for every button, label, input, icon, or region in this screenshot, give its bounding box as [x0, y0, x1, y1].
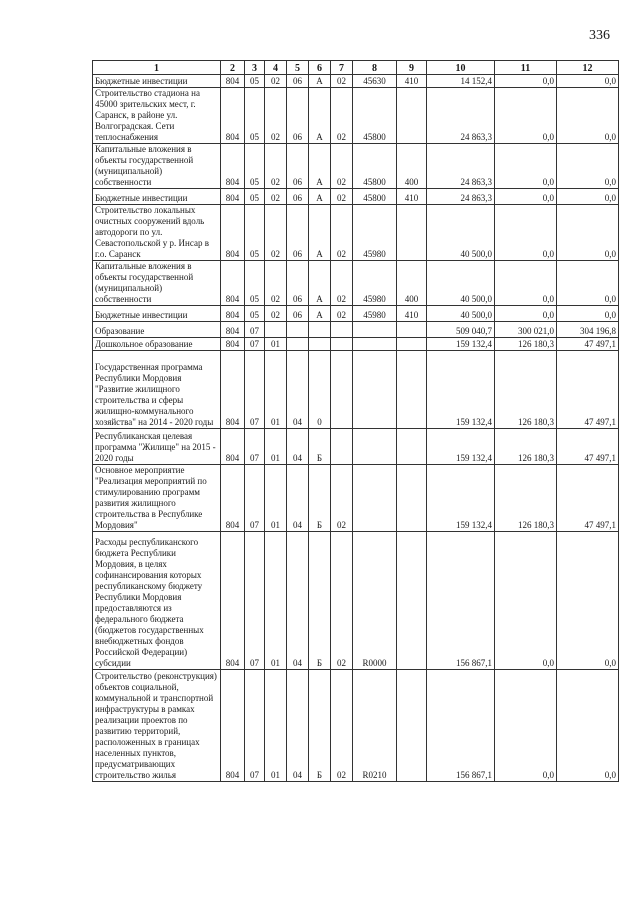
- cell-c10: 40 500,0: [427, 205, 495, 261]
- table-row: [93, 205, 619, 261]
- cell-c7: 02: [331, 532, 353, 670]
- cell-c11: 0,0: [495, 189, 557, 205]
- cell-c2: 804: [221, 338, 245, 351]
- cell-c12: 0,0: [557, 306, 619, 322]
- cell-c12: 0,0: [557, 532, 619, 670]
- cell-c2: 804: [221, 189, 245, 205]
- cell-c11: 0,0: [495, 670, 557, 782]
- cell-c11: 0,0: [495, 144, 557, 189]
- cell-c5: 06: [287, 189, 309, 205]
- cell-c5: 06: [287, 306, 309, 322]
- cell-c9: 410: [397, 306, 427, 322]
- table-row: [93, 532, 619, 670]
- cell-c8: 45980: [353, 306, 397, 322]
- cell-c8: 45800: [353, 189, 397, 205]
- cell-c11: 126 180,3: [495, 465, 557, 532]
- cell-c2: 804: [221, 144, 245, 189]
- cell-c6: А: [309, 144, 331, 189]
- row-name: Строительство локальных очистных сооружений вдоль автодороги по ул. Севастопольской у р. Инсар в г.о. Саранск: [93, 205, 221, 261]
- cell-c2: 804: [221, 261, 245, 306]
- table-row: [93, 670, 619, 782]
- cell-c7: 02: [331, 261, 353, 306]
- cell-c12: 0,0: [557, 261, 619, 306]
- row-name: Дошкольное образование: [93, 338, 221, 351]
- cell-c2: 804: [221, 532, 245, 670]
- cell-c12: 47 497,1: [557, 429, 619, 465]
- cell-c11: 0,0: [495, 88, 557, 144]
- cell-c11: 0,0: [495, 306, 557, 322]
- cell-c6: А: [309, 261, 331, 306]
- cell-c10: 159 132,4: [427, 465, 495, 532]
- cell-c11: 0,0: [495, 205, 557, 261]
- cell-c9: [397, 205, 427, 261]
- column-header: 8: [353, 61, 397, 75]
- cell-c6: А: [309, 306, 331, 322]
- cell-c10: 159 132,4: [427, 351, 495, 429]
- row-name: Строительство стадиона на 45000 зрительских мест, г. Саранск, в районе ул. Волгоградская. Сети теплоснабжения: [93, 88, 221, 144]
- column-header: 7: [331, 61, 353, 75]
- cell-c8: [353, 351, 397, 429]
- cell-c9: 410: [397, 189, 427, 205]
- column-header: 3: [245, 61, 265, 75]
- row-name: Капитальные вложения в объекты государственной (муниципальной) собственности: [93, 261, 221, 306]
- cell-c5: 06: [287, 88, 309, 144]
- cell-c4: 02: [265, 261, 287, 306]
- cell-c8: [353, 338, 397, 351]
- column-header: 4: [265, 61, 287, 75]
- cell-c6: Б: [309, 532, 331, 670]
- cell-c9: 410: [397, 75, 427, 88]
- cell-c9: [397, 338, 427, 351]
- column-header: 9: [397, 61, 427, 75]
- cell-c3: 05: [245, 75, 265, 88]
- cell-c10: 156 867,1: [427, 532, 495, 670]
- cell-c7: [331, 351, 353, 429]
- table-row: [93, 144, 619, 189]
- cell-c3: 05: [245, 144, 265, 189]
- cell-c3: 05: [245, 189, 265, 205]
- cell-c3: 05: [245, 261, 265, 306]
- cell-c5: 06: [287, 261, 309, 306]
- cell-c8: [353, 322, 397, 338]
- cell-c2: 804: [221, 465, 245, 532]
- cell-c7: 02: [331, 306, 353, 322]
- column-header: 1: [93, 61, 221, 75]
- cell-c10: 24 863,3: [427, 88, 495, 144]
- cell-c5: 04: [287, 351, 309, 429]
- row-name: Бюджетные инвестиции: [93, 306, 221, 322]
- row-name: Капитальные вложения в объекты государственной (муниципальной) собственности: [93, 144, 221, 189]
- cell-c4: 02: [265, 306, 287, 322]
- cell-c2: 804: [221, 670, 245, 782]
- cell-c12: 0,0: [557, 670, 619, 782]
- cell-c10: 509 040,7: [427, 322, 495, 338]
- cell-c9: 400: [397, 261, 427, 306]
- cell-c6: Б: [309, 429, 331, 465]
- cell-c12: 0,0: [557, 205, 619, 261]
- cell-c9: [397, 88, 427, 144]
- cell-c4: 02: [265, 189, 287, 205]
- cell-c9: [397, 322, 427, 338]
- cell-c6: [309, 322, 331, 338]
- cell-c3: 07: [245, 338, 265, 351]
- cell-c7: [331, 338, 353, 351]
- cell-c4: 02: [265, 205, 287, 261]
- cell-c12: 47 497,1: [557, 351, 619, 429]
- cell-c8: [353, 429, 397, 465]
- cell-c11: 0,0: [495, 75, 557, 88]
- cell-c9: [397, 351, 427, 429]
- cell-c11: 126 180,3: [495, 429, 557, 465]
- column-header: 10: [427, 61, 495, 75]
- cell-c11: 300 021,0: [495, 322, 557, 338]
- cell-c10: 40 500,0: [427, 261, 495, 306]
- cell-c2: 804: [221, 429, 245, 465]
- cell-c8: 45980: [353, 205, 397, 261]
- column-header: 11: [495, 61, 557, 75]
- cell-c2: 804: [221, 75, 245, 88]
- table-row: [93, 465, 619, 532]
- cell-c6: 0: [309, 351, 331, 429]
- cell-c12: 47 497,1: [557, 465, 619, 532]
- column-header: 5: [287, 61, 309, 75]
- cell-c10: 159 132,4: [427, 429, 495, 465]
- cell-c2: 804: [221, 88, 245, 144]
- cell-c9: [397, 532, 427, 670]
- table-row: [93, 261, 619, 306]
- row-name: Образование: [93, 322, 221, 338]
- table-row: [93, 338, 619, 351]
- cell-c7: 02: [331, 75, 353, 88]
- column-header: 12: [557, 61, 619, 75]
- cell-c5: 06: [287, 205, 309, 261]
- cell-c10: 24 863,3: [427, 144, 495, 189]
- cell-c7: 02: [331, 670, 353, 782]
- table-row: [93, 322, 619, 338]
- cell-c4: 01: [265, 338, 287, 351]
- cell-c8: [353, 465, 397, 532]
- cell-c6: Б: [309, 465, 331, 532]
- cell-c11: 0,0: [495, 261, 557, 306]
- cell-c5: 04: [287, 670, 309, 782]
- row-name: Расходы республиканского бюджета Республики Мордовия, в целях софинансирования которых республиканскому бюджету Республики Мордовия предоставляются из федерального бюджета (бюджетов государственных внебюджетных фондов Российской Федерации) субсидии: [93, 532, 221, 670]
- cell-c6: А: [309, 88, 331, 144]
- cell-c6: А: [309, 205, 331, 261]
- cell-c9: [397, 465, 427, 532]
- column-header: 2: [221, 61, 245, 75]
- cell-c8: 45800: [353, 144, 397, 189]
- cell-c11: 0,0: [495, 532, 557, 670]
- table-row: [93, 429, 619, 465]
- cell-c4: [265, 322, 287, 338]
- cell-c5: 04: [287, 429, 309, 465]
- cell-c3: 07: [245, 322, 265, 338]
- cell-c10: 24 863,3: [427, 189, 495, 205]
- cell-c8: 45800: [353, 88, 397, 144]
- cell-c9: 400: [397, 144, 427, 189]
- table-row: [93, 75, 619, 88]
- cell-c9: [397, 670, 427, 782]
- cell-c4: 01: [265, 532, 287, 670]
- cell-c12: 304 196,8: [557, 322, 619, 338]
- cell-c4: 01: [265, 429, 287, 465]
- cell-c7: 02: [331, 205, 353, 261]
- cell-c2: 804: [221, 322, 245, 338]
- row-name: Бюджетные инвестиции: [93, 189, 221, 205]
- column-header: 6: [309, 61, 331, 75]
- cell-c5: 04: [287, 532, 309, 670]
- cell-c10: 159 132,4: [427, 338, 495, 351]
- cell-c3: 07: [245, 351, 265, 429]
- row-name: Республиканская целевая программа "Жилище" на 2015 - 2020 годы: [93, 429, 221, 465]
- cell-c3: 07: [245, 465, 265, 532]
- cell-c4: 01: [265, 670, 287, 782]
- cell-c5: [287, 322, 309, 338]
- cell-c8: R0210: [353, 670, 397, 782]
- cell-c7: 02: [331, 88, 353, 144]
- table-row: [93, 88, 619, 144]
- row-name: Строительство (реконструкция) объектов социальной, коммунальной и транспортной инфраструктуры в рамках реализации проектов по развитию территорий, расположенных в границах населенных пунктов, предусматривающих строительство жилья: [93, 670, 221, 782]
- header-row: [93, 61, 619, 75]
- cell-c5: [287, 338, 309, 351]
- cell-c6: А: [309, 75, 331, 88]
- cell-c11: 126 180,3: [495, 351, 557, 429]
- table-row: [93, 306, 619, 322]
- cell-c6: [309, 338, 331, 351]
- cell-c3: 05: [245, 306, 265, 322]
- cell-c12: 47 497,1: [557, 338, 619, 351]
- cell-c10: 40 500,0: [427, 306, 495, 322]
- cell-c9: [397, 429, 427, 465]
- table-row: [93, 351, 619, 429]
- cell-c5: 06: [287, 144, 309, 189]
- cell-c5: 06: [287, 75, 309, 88]
- cell-c4: 02: [265, 88, 287, 144]
- cell-c3: 07: [245, 429, 265, 465]
- cell-c4: 02: [265, 75, 287, 88]
- cell-c12: 0,0: [557, 189, 619, 205]
- row-name: Бюджетные инвестиции: [93, 75, 221, 88]
- cell-c3: 05: [245, 205, 265, 261]
- budget-table: [92, 60, 619, 782]
- cell-c4: 01: [265, 465, 287, 532]
- page-number: 336: [589, 28, 610, 43]
- table-row: [93, 189, 619, 205]
- cell-c2: 804: [221, 351, 245, 429]
- row-name: Основное мероприятие "Реализация мероприятий по стимулированию программ развития жилищного строительства в Республике Мордовия": [93, 465, 221, 532]
- cell-c7: [331, 322, 353, 338]
- cell-c6: Б: [309, 670, 331, 782]
- cell-c8: 45630: [353, 75, 397, 88]
- cell-c7: 02: [331, 189, 353, 205]
- cell-c6: А: [309, 189, 331, 205]
- cell-c3: 05: [245, 88, 265, 144]
- cell-c11: 126 180,3: [495, 338, 557, 351]
- cell-c12: 0,0: [557, 144, 619, 189]
- cell-c4: 02: [265, 144, 287, 189]
- cell-c12: 0,0: [557, 88, 619, 144]
- cell-c7: 02: [331, 465, 353, 532]
- cell-c10: 156 867,1: [427, 670, 495, 782]
- cell-c12: 0,0: [557, 75, 619, 88]
- cell-c2: 804: [221, 306, 245, 322]
- cell-c7: [331, 429, 353, 465]
- cell-c8: 45980: [353, 261, 397, 306]
- cell-c2: 804: [221, 205, 245, 261]
- cell-c10: 14 152,4: [427, 75, 495, 88]
- cell-c8: R0000: [353, 532, 397, 670]
- cell-c4: 01: [265, 351, 287, 429]
- cell-c3: 07: [245, 670, 265, 782]
- cell-c7: 02: [331, 144, 353, 189]
- row-name: Государственная программа Республики Мордовия "Развитие жилищного строительства и сферы жилищно-коммунального хозяйства" на 2014 - 2020 годы: [93, 351, 221, 429]
- cell-c5: 04: [287, 465, 309, 532]
- cell-c3: 07: [245, 532, 265, 670]
